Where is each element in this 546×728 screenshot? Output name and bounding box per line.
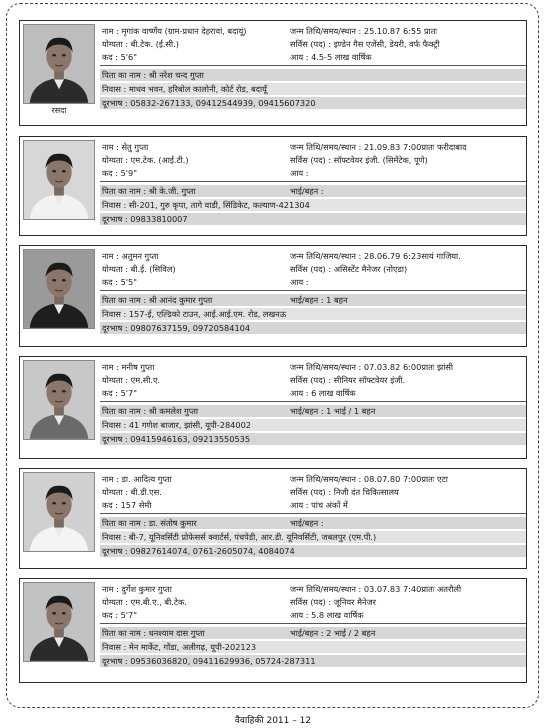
detail-row xyxy=(100,641,526,653)
detail-row xyxy=(100,499,526,511)
detail-right: भाई/बहन : xyxy=(290,518,324,528)
detail-right: जन्म तिथि/समय/स्थान : 25.10.87 6:55 प्रातः xyxy=(290,26,438,36)
profile-card xyxy=(19,578,527,683)
detail-right: आय : पांच अंकों में xyxy=(290,500,348,510)
page-footer: वैवाहिकी 2011 – 12 xyxy=(234,716,312,726)
detail-row xyxy=(100,83,526,95)
detail-left: योग्यता : एम.सी.ए. xyxy=(102,375,161,385)
profile-details xyxy=(100,21,526,125)
detail-row xyxy=(100,387,526,399)
profile-card xyxy=(19,468,527,569)
profile-card xyxy=(19,20,527,126)
detail-row xyxy=(100,38,526,50)
detail-row xyxy=(100,531,526,543)
detail-left: पिता का नाम : श्री के.जी. गुप्ता xyxy=(102,186,196,196)
profile-photo xyxy=(23,360,95,440)
detail-row xyxy=(100,517,526,529)
detail-left: कद : 5'6" xyxy=(102,52,138,62)
profile-photo xyxy=(23,472,95,552)
detail-left: नाम : दुर्गेश कुमार गुप्ता xyxy=(102,584,172,594)
detail-row xyxy=(100,374,526,386)
detail-left: निवास : 157-ई, एल्डिको टाउन, आई.आई.एम. रोड, लखनऊ xyxy=(102,309,287,319)
detail-row xyxy=(100,419,526,431)
detail-row xyxy=(100,213,526,225)
detail-row xyxy=(100,199,526,211)
detail-row xyxy=(100,433,526,445)
photo-caption: रसदा xyxy=(51,106,67,115)
detail-left: दूरभाष : 09807637159, 09720584104 xyxy=(102,323,251,333)
detail-left: निवास : सी-201, गुरु कृपा, तागे वाडी, सिंडिकेट, कल्याण-421304 xyxy=(102,200,310,210)
detail-left: निवास : मेन मार्केट, गोंडा, अलीगढ़, यूपी-202123 xyxy=(102,642,257,652)
detail-left: योग्यता : बी.डी.एस. xyxy=(102,487,162,497)
detail-right: सर्विस (पद) : असिस्टेंट मैनेजर (नोएडा) xyxy=(290,264,408,274)
profile-card xyxy=(19,245,527,347)
detail-left: दूरभाष : 09415946163, 09213550535 xyxy=(102,434,251,444)
detail-left: दूरभाष : 05832-267133, 09412544939, 09415607320 xyxy=(102,98,316,108)
detail-row xyxy=(100,276,526,288)
detail-left: कद : 5'9" xyxy=(102,168,138,178)
detail-right: आय : 6 लाख वार्षिक xyxy=(290,388,356,398)
detail-right: सर्विस (पद) : सीनियर सॉफ्टवेयर इंजी. xyxy=(290,375,406,385)
profile-details xyxy=(100,469,526,568)
detail-row xyxy=(100,250,526,262)
detail-row xyxy=(100,154,526,166)
card-divider xyxy=(100,65,526,66)
profile-photo xyxy=(23,582,95,662)
detail-left: निवास : बी-7, यूनिवर्सिटी प्रोफेसर्स क्वार्टर्स, पंचपेडी, आर.डी. यूनिवर्सिटी, जबलपुर (एम.पी.) xyxy=(102,532,377,542)
profile-photo xyxy=(23,249,95,329)
detail-right: सर्विस (पद) : जूनियर मैनेजर xyxy=(290,597,376,607)
detail-row xyxy=(100,185,526,197)
detail-left: नाम : मृगांक वार्ष्णेय (ग्राम-प्रधान देहरावां, बदायूं) xyxy=(102,26,247,36)
detail-right: जन्म तिथि/समय/स्थान : 28.06.79 6:23सायं गाजिया. xyxy=(290,251,461,261)
detail-row xyxy=(100,405,526,417)
detail-right: आय : 4.5-5 लाख वार्षिक xyxy=(290,52,372,62)
detail-row xyxy=(100,361,526,373)
detail-left: कद : 5'7" xyxy=(102,388,138,398)
detail-left: दूरभाष : 09536036820, 09411629936, 05724-287311 xyxy=(102,656,316,666)
card-divider xyxy=(100,401,526,402)
detail-right: आय : xyxy=(290,277,309,287)
detail-right: जन्म तिथि/समय/स्थान : 21.09.83 7:00प्रातः फरीदाबाद xyxy=(290,142,467,152)
detail-right: भाई/बहन : 1 भाई / 1 बहन xyxy=(290,406,376,416)
detail-row xyxy=(100,97,526,109)
detail-row xyxy=(100,69,526,81)
profile-card xyxy=(19,136,527,236)
detail-left: योग्यता : बी.टेक. (ई.सी.) xyxy=(102,39,179,49)
detail-row xyxy=(100,263,526,275)
detail-left: दूरभाष : 09833810007 xyxy=(102,214,188,224)
detail-left: नाम : मनीष गुप्ता xyxy=(102,362,155,372)
profile-details xyxy=(100,579,526,682)
profile-details xyxy=(100,137,526,235)
detail-right: भाई/बहन : 2 भाई / 2 बहन xyxy=(290,628,376,638)
detail-row xyxy=(100,322,526,334)
detail-left: कद : 157 सेमी xyxy=(102,500,152,510)
detail-left: पिता का नाम : श्री आनंद कुमार गुप्ता xyxy=(102,295,213,305)
detail-right: आय : 5.8 लाख वार्षिक xyxy=(290,610,364,620)
detail-right: सर्विस (पद) : निजी दंत चिकित्सालय xyxy=(290,487,399,497)
profile-details xyxy=(100,246,526,346)
detail-left: योग्यता : एम.बी.ए., बी.टेक. xyxy=(102,597,187,607)
detail-row xyxy=(100,655,526,667)
detail-right: सर्विस (पद) : सॉफ्टवेयर इंजी. (सिमेंटेक, पूणे) xyxy=(290,155,428,165)
detail-row xyxy=(100,545,526,557)
detail-left: पिता का नाम : डा. संतोष कुमार xyxy=(102,518,197,528)
detail-row xyxy=(100,473,526,485)
detail-row xyxy=(100,141,526,153)
detail-left: पिता का नाम : श्री नरेश चन्द गुप्ता xyxy=(102,70,204,80)
detail-right: भाई/बहन : 1 बहन xyxy=(290,295,348,305)
detail-row xyxy=(100,627,526,639)
detail-left: योग्यता : एम.टेक. (आई.टी.) xyxy=(102,155,189,165)
detail-right: जन्म तिथि/समय/स्थान : 07.03.82 6:00प्रातः झांसी xyxy=(290,362,454,372)
card-divider xyxy=(100,623,526,624)
profile-card xyxy=(19,356,527,459)
detail-row xyxy=(100,596,526,608)
detail-left: पिता का नाम : श्री कमलेश गुप्ता xyxy=(102,406,199,416)
detail-left: निवास : 41 गणेश बाजार, झांसी, यूपी-284002 xyxy=(102,420,252,430)
detail-row xyxy=(100,25,526,37)
detail-left: नाम : डा. आदित्य गुप्ता xyxy=(102,474,172,484)
detail-right: आय : xyxy=(290,168,309,178)
detail-row xyxy=(100,308,526,320)
profile-photo xyxy=(23,24,95,104)
detail-row xyxy=(100,294,526,306)
profile-details xyxy=(100,357,526,458)
detail-left: योग्यता : बी.ई. (सिविल) xyxy=(102,264,176,274)
detail-right: भाई/बहन : xyxy=(290,186,324,196)
detail-left: नाम : सेतु गुप्ता xyxy=(102,142,149,152)
card-divider xyxy=(100,181,526,182)
detail-left: नाम : अतुमन गुप्ता xyxy=(102,251,159,261)
detail-right: जन्म तिथि/समय/स्थान : 08.07.80 7:00प्रातः एटा xyxy=(290,474,448,484)
profile-photo xyxy=(23,140,95,220)
detail-left: पिता का नाम : धनश्याम दास गुप्ता xyxy=(102,628,205,638)
detail-left: दूरभाष : 09827614074, 0761-2605074, 4084074 xyxy=(102,546,295,556)
detail-row xyxy=(100,609,526,621)
card-divider xyxy=(100,513,526,514)
detail-right: सर्विस (पद) : इण्डेन गैस एजेंसी, डेयरी, वर्फ फैक्ट्री xyxy=(290,39,440,49)
card-divider xyxy=(100,290,526,291)
detail-left: निवास : माधव भवन, हरिबोल कालोनी, कोर्ट रोड, बदायूँ xyxy=(102,84,267,94)
detail-row xyxy=(100,583,526,595)
detail-left: कद : 5'5" xyxy=(102,277,138,287)
detail-row xyxy=(100,51,526,63)
detail-right: जन्म तिथि/समय/स्थान : 03.07.83 7:40प्रातः अतरौली xyxy=(290,584,462,594)
detail-row xyxy=(100,486,526,498)
detail-row xyxy=(100,167,526,179)
detail-left: कद : 5'7" xyxy=(102,610,138,620)
